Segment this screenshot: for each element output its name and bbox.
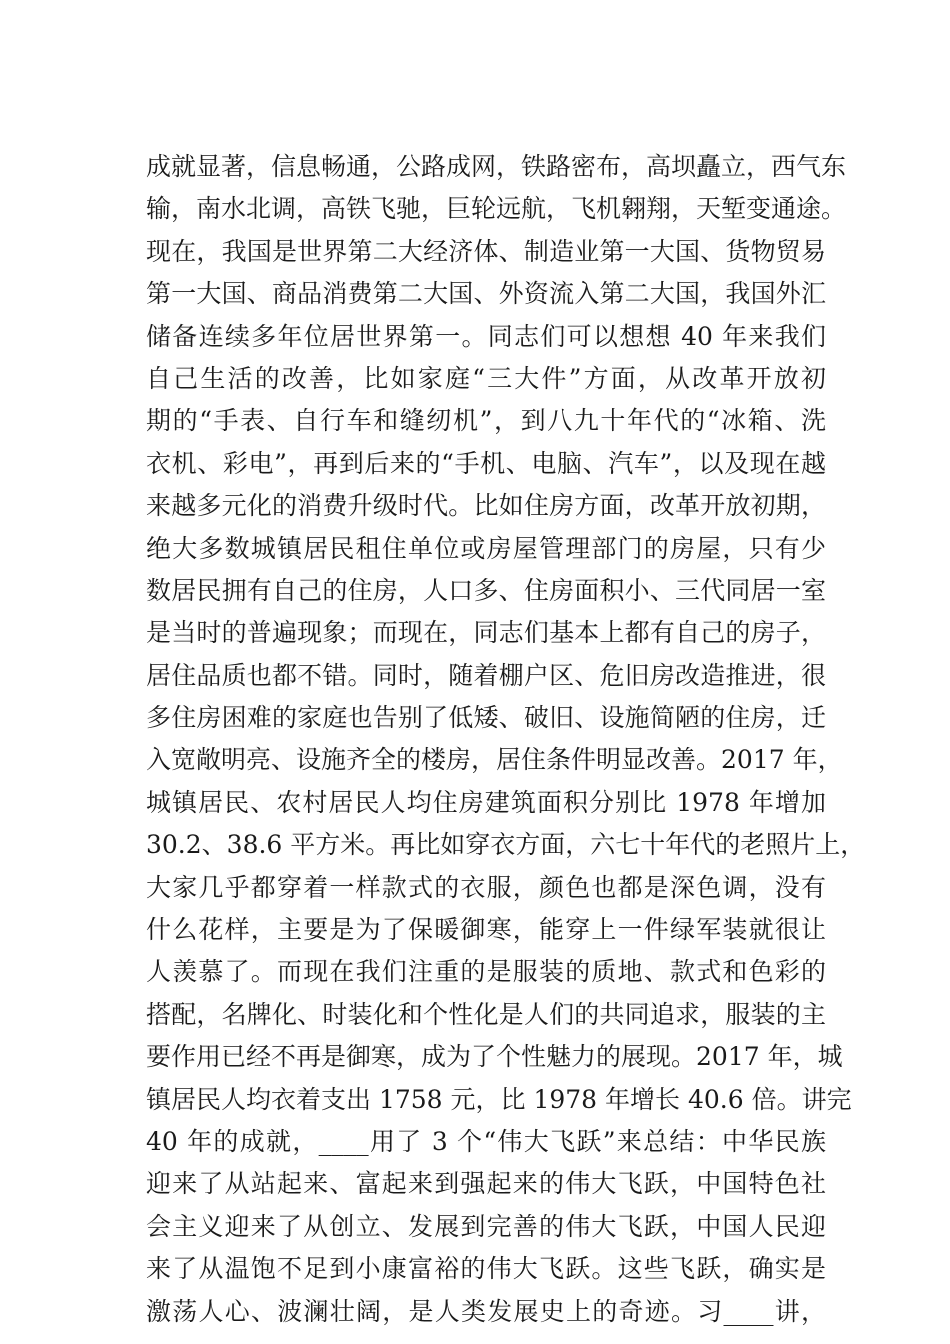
text-line: 来了从温饱不足到小康富裕的伟大飞跃。这些飞跃，确实是 (146, 1254, 826, 1284)
text-line: 现在，我国是世界第二大经济体、制造业第一大国、货物贸易 (146, 236, 826, 266)
text-line: 居住品质也都不错。同时，随着棚户区、危旧房改造推进，很 (146, 660, 826, 690)
text-line: 衣机、彩电”，再到后来的“手机、电脑、汽车”，以及现在越 (146, 448, 826, 478)
text-line: 40 年的成就，____用了 3 个“伟大飞跃”来总结：中华民族 (146, 1126, 826, 1156)
text-line: 30.2、38.6 平方米。再比如穿衣方面，六七十年代的老照片上， (146, 830, 866, 860)
text-line: 第一大国、商品消费第二大国、外资流入第二大国，我国外汇 (146, 279, 826, 309)
text-line: 来越多元化的消费升级时代。比如住房方面，改革开放初期， (146, 491, 826, 521)
text-line: 要作用已经不再是御寒，成为了个性魅力的展现。2017 年，城 (146, 1042, 843, 1072)
text-line: 储备连续多年位居世界第一。同志们可以想想 40 年来我们 (146, 321, 826, 351)
text-line: 是当时的普遍现象；而现在，同志们基本上都有自己的房子， (146, 618, 826, 648)
text-line: 数居民拥有自己的住房，人口多、住房面积小、三代同居一室 (146, 575, 826, 605)
text-line: 成就显著，信息畅通，公路成网，铁路密布，高坝矗立，西气东 (146, 152, 847, 181)
text-line: 输，南水北调，高铁飞驰，巨轮远航，飞机翱翔，天堑变通途。 (146, 194, 847, 224)
text-line: 自己生活的改善，比如家庭“三大件”方面，从改革开放初 (146, 363, 826, 393)
text-line: 期的“手表、自行车和缝纫机”，到八九十年代的“冰箱、洗 (146, 406, 826, 436)
text-line: 搭配，名牌化、时装化和个性化是人们的共同追求，服装的主 (146, 999, 826, 1029)
text-line: 入宽敞明亮、设施齐全的楼房，居住条件明显改善。2017 年， (146, 745, 843, 775)
text-line: 什么花样，主要是为了保暖御寒，能穿上一件绿军装就很让 (146, 915, 826, 945)
text-line: 多住房困难的家庭也告别了低矮、破旧、设施简陋的住房，迁 (146, 703, 826, 733)
body-text (146, 146, 866, 1333)
text-line: 会主义迎来了从创立、发展到完善的伟大飞跃，中国人民迎 (146, 1211, 826, 1241)
text-line: 人羡慕了。而现在我们注重的是服装的质地、款式和色彩的 (146, 957, 826, 987)
text-line: 激荡人心、波澜壮阔，是人类发展史上的奇迹。习____讲， (146, 1296, 826, 1326)
text-line: 城镇居民、农村居民人均住房建筑面积分别比 1978 年增加 (146, 787, 826, 817)
text-line: 大家几乎都穿着一样款式的衣服，颜色也都是深色调，没有 (146, 872, 826, 902)
text-line: 镇居民人均衣着支出 1758 元，比 1978 年增长 40.6 倍。讲完 (146, 1084, 852, 1114)
text-line: 绝大多数城镇居民租住单位或房屋管理部门的房屋，只有少 (146, 533, 826, 563)
text-line: 迎来了从站起来、富起来到强起来的伟大飞跃，中国特色社 (146, 1169, 826, 1199)
